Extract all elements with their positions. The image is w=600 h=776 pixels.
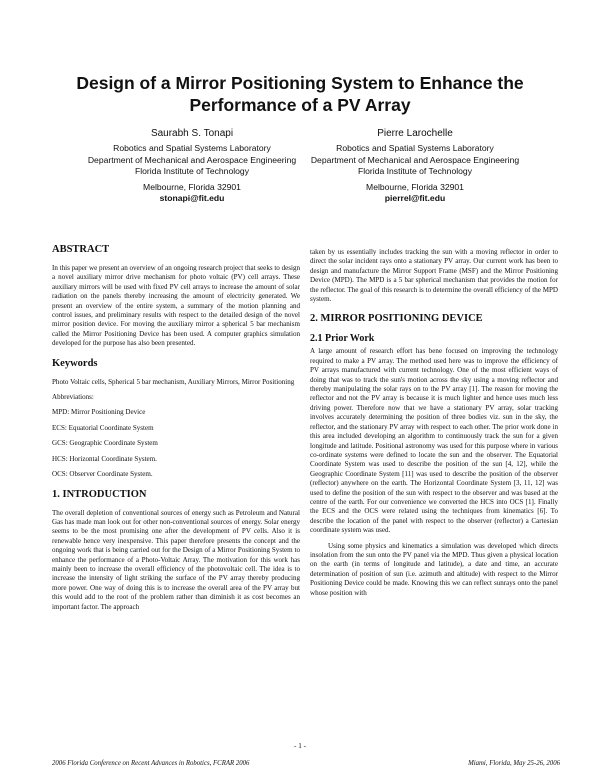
author-email: stonapi@fit.edu [159,193,225,204]
author-dept: Department of Mechanical and Aerospace Engineering [310,154,520,165]
introduction-text: The overall depletion of conventional sources of energy such as Petroleum and Natural Gas has made man look out for other non-conventional sources of energy. Solar energy seems to be the most promising one after the development of PV cells. Also it is renewable hence very inexpensive. This paper therefore presents the concept and the ongoing work that is being carried out for the Design of a Mirror Positioning System to enhance the performance of a Photo-Voltaic Array. The motivation for this work has mainly been to increase the overall efficiency of the photovoltaic cell. The idea is to increase the intensity of light striking the surface of the PV array thereby producing more power. One way of doing this is to increase the overall area of the PV array but this would add to the root of the problem rather than diminish it as cost becomes an important factor. The approach [52,508,300,611]
footer-conference: 2006 Florida Conference on Recent Advances in Robotics, FCRAR 2006 [52,760,250,767]
keywords-text: Photo Voltaic cells, Spherical 5 bar mechanism, Auxiliary Mirrors, Mirror Positioning [52,377,295,386]
author-email: pierrel@fit.edu [384,193,446,204]
introduction-heading: 1. INTRODUCTION [52,488,147,500]
abbreviation-item: OCS: Observer Coordinate System. [52,470,153,479]
author-institution: Florida Institute of Technology [357,166,472,177]
author-institution: Florida Institute of Technology [134,166,249,177]
author-name: Saurabh S. Tonapi [150,128,234,139]
right-column [310,248,558,604]
footer-location-date: Miami, Florida, May 25-26, 2006 [468,760,560,767]
introduction-continued-text: taken by us essentially includes tracking the sun with a moving reflector in order to direct the solar incident rays onto a stationary PV array. Our current work has been to design and manufacture the Mirror Support Frame (MSF) and the Mirror Positioning Device (MPD). The MPD is a 5 bar spherical mechanism that provides the motion for the reflector. The goal of this research is to determine the overall efficiency of the MPD system. [310,248,558,304]
abbreviation-item: ECS: Equatorial Coordinate System [52,423,154,432]
paper-title [40,72,560,116]
abstract-heading: ABSTRACT [52,244,110,255]
author-block-2 [290,127,540,205]
author-city: Melbourne, Florida 32901 [143,181,241,192]
author-city: Melbourne, Florida 32901 [366,181,464,192]
prior-work-text: A large amount of research effort has bene focused on improving the technology required to make a PV array. The method used here was to improve the efficiency of PV arrays manufactured with current technology. One of the most efficient ways of doing that was to track the sun's motion across the sky using a moving reflector and thereby manipulating the solar rays on to the PV array [1]. The reason for moving the reflector and not the PV array is because it is much lighter and hence uses much less driving power. Therefore now that we have a stationary PV array, solar tracking involves accurately determining the position of three bodies viz. sun in the sky, the reflector, and the stationary PV array with respect to each other. The prior work done in this area included developing an algorithm to continuously track the sun for a given longitude and latitude. Positional astronomy was used for this purpose where in various co-ordinate systems were defined to locate the sun and the observer. The Equatorial Coordinate System was used to describe the position of the sun [4, 12], while the Geographic Coordinate System [11] was used to describe the position of the observer (reflector) anywhere on the earth. The Horizontal Coordinate System [3, 11, 12] was used to define the position of the sun with respect to the observer and was based at the centre of the earth. For our convenience we converted the HCS into OCS [1]. Finally the ECS and the OCS were related using the techniques from kinematics [6]. To describe the location of the panel with respect to the observer (reflector) a Cartesian coordinate system was used. [310,347,558,535]
abbreviation-item: MPD: Mirror Positioning Device [52,408,146,417]
author-block-1 [67,127,317,205]
author-lab: Robotics and Spatial Systems Laboratory [113,143,271,153]
abstract-text: In this paper we present an overview of an ongoing research project that seeks to design a novel auxiliary mirror drive mechanism for photo voltaic (PV) cell arrays. These auxiliary mirrors will be used with fixed PV cell arrays to increase the amount of solar radiation on the panels thereby increasing the amount of electricity generated. We present an overview of the entire system, a summary of the motion planning and control issues, and preliminary results with respect to the detailed design of the novel mirror position device. For moving the auxiliary mirror a spherical 5 bar mechanism called the Mirror Positioning Device has been used. A computer graphics simulation developed for the purpose has also been presented. [52,264,300,348]
abbreviation-item: HCS: Horizontal Coordinate System. [52,454,157,463]
abbreviation-item: GCS: Geographic Coordinate System [52,439,158,448]
keywords-heading: Keywords [52,357,98,369]
author-dept: Department of Mechanical and Aerospace Engineering [87,154,297,165]
author-name: Pierre Larochelle [377,128,453,139]
author-lab: Robotics and Spatial Systems Laboratory [336,143,494,153]
simulation-text: Using some physics and kinematics a simulation was developed which directs insolation from the sun onto the PV panel via the MPD. Thus given a physical location on the earth (in terms of longitude and latitude), a date and time, an accurate determination of position of sun (i.e. azimuth and altitude) with respect to the Mirror Positioning Device could be made. Knowing this we can reflect sunrays onto the panel whose position with [310,541,558,597]
abbreviations-title: Abbreviations: [52,393,94,402]
left-column [52,243,300,618]
title-line-1: Design of a Mirror Positioning System to Enhance the [76,73,524,93]
section2-heading: 2. MIRROR POSITIONING DEVICE [310,313,483,325]
title-line-2: Performance of a PV Array [189,95,411,115]
page-number: - 1 - [294,742,306,750]
prior-work-heading: 2.1 Prior Work [310,333,375,345]
